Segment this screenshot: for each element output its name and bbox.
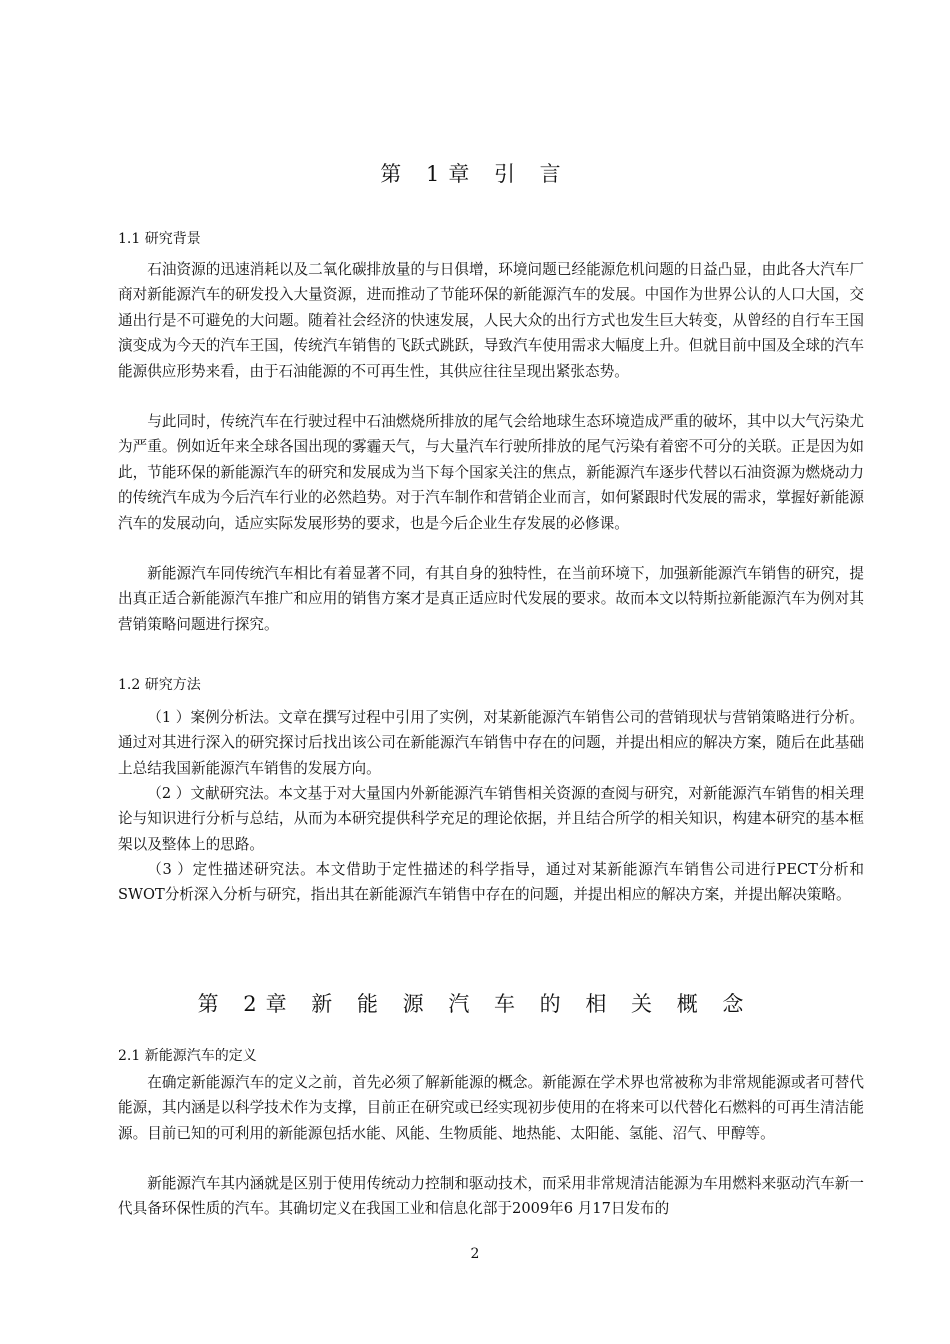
- paragraph-1-2-method-2: （2 ）文献研究法。本文基于对大量国内外新能源汽车销售相关资源的查阅与研究，对新能源汽车销售的相关理论与知识进行分析与总结，从而为本研究提供科学充足的理论依据，并且结合所学的相关知识，构建本研究的基本框架以及整体上的思路。: [118, 785, 864, 853]
- paragraph-1-2-method-3: （3 ）定性描述研究法。本文借助于定性描述的科学指导，通过对某新能源汽车销售公司进行PECT分析和SWOT分析深入分析与研究，指出其在新能源汽车销售中存在的问题，并提出相应的解决方案，并提出解决策略。: [118, 861, 864, 904]
- section-1-2-heading: 1.2 研究方法: [118, 677, 201, 693]
- paragraph-1-2-method-1: （1 ）案例分析法。文章在撰写过程中引用了实例，对某新能源汽车销售公司的营销现状与营销策略进行分析。通过对其进行深入的研究探讨后找出该公司在新能源汽车销售中存在的问题，并提出相应的解决方案，随后在此基础上总结我国新能源汽车销售的发展方向。: [118, 709, 864, 777]
- section-2-1-heading: 2.1 新能源汽车的定义: [118, 1048, 257, 1064]
- chapter-1-title: 第 1章 引 言: [380, 162, 570, 186]
- section-1-1-heading: 1.1 研究背景: [118, 231, 201, 247]
- paragraph-2-1-b: 新能源汽车其内涵就是区别于使用传统动力控制和驱动技术，而采用非常规清洁能源为车用燃料来驱动汽车新一代具备环保性质的汽车。其确切定义在我国工业和信息化部于2009年6 月17日发布的: [118, 1175, 864, 1218]
- paragraph-1-1-c: 新能源汽车同传统汽车相比有着显著不同，有其自身的独特性，在当前环境下，加强新能源汽车销售的研究，提出真正适合新能源汽车推广和应用的销售方案才是真正适应时代发展的要求。故而本文以特斯拉新能源汽车为例对其营销策略问题进行探究。: [118, 565, 864, 633]
- paragraph-1-1-b: 与此同时，传统汽车在行驶过程中石油燃烧所排放的尾气会给地球生态环境造成严重的破坏，其中以大气污染尤为严重。例如近年来全球各国出现的雾霾天气，与大量汽车行驶所排放的尾气污染有着密不可分的关联。正是因为如此，节能环保的新能源汽车的研究和发展成为当下每个国家关注的焦点，新能源汽车逐步代替以石油资源为燃烧动力的传统汽车成为今后汽车行业的必然趋势。对于汽车制作和营销企业而言，如何紧跟时代发展的需求，掌握好新能源汽车的发展动向，适应实际发展形势的要求，也是今后企业生存发展的必修课。: [118, 413, 864, 532]
- paragraph-1-1-a: 石油资源的迅速消耗以及二氧化碳排放量的与日俱增，环境问题已经能源危机问题的日益凸显，由此各大汽车厂商对新能源汽车的研发投入大量资源，进而推动了节能环保的新能源汽车的发展。中国作为世界公认的人口大国，交通出行是不可避免的大问题。随着社会经济的快速发展，人民大众的出行方式也发生巨大转变，从曾经的自行车王国演变成为今天的汽车王国，传统汽车销售的飞跃式跳跃，导致汽车使用需求大幅度上升。但就目前中国及全球的汽车能源供应形势来看，由于石油能源的不可再生性，其供应往往呈现出紧张态势。: [118, 261, 864, 380]
- paragraph-2-1-a: 在确定新能源汽车的定义之前，首先必须了解新能源的概念。新能源在学术界也常被称为非常规能源或者可替代能源，其内涵是以科学技术作为支撑，目前正在研究或已经实现初步使用的在将来可以代替化石燃料的可再生清洁能源。目前已知的可利用的新能源包括水能、风能、生物质能、地热能、太阳能、氢能、沼气、甲醇等。: [118, 1074, 864, 1142]
- chapter-2-title: 第 2章 新 能 源 汽 车 的 相 关 概 念: [197, 992, 753, 1016]
- page-number: 2: [470, 1246, 480, 1262]
